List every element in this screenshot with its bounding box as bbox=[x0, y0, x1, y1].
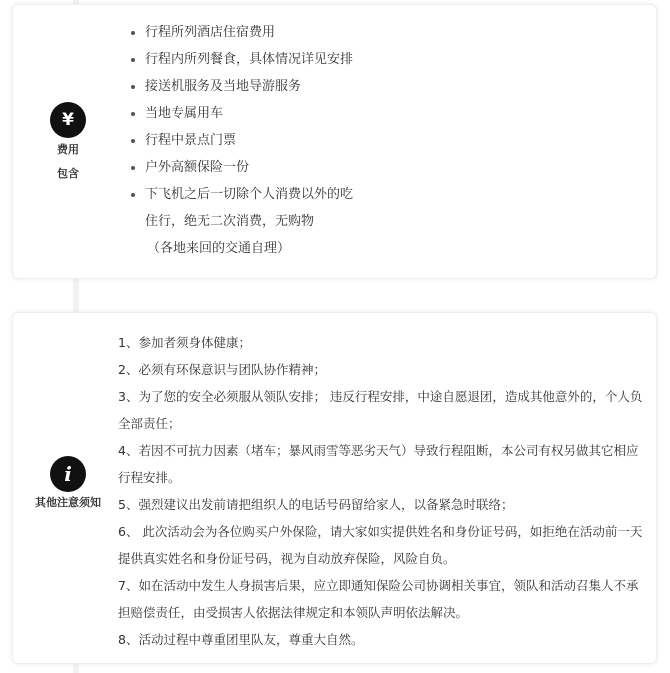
list-item: 当地专属用车 bbox=[131, 100, 353, 127]
list-item: 下飞机之后一切除个人消费以外的吃 bbox=[131, 181, 353, 208]
notice-item: 2、必须有环保意识与团队协作精神； bbox=[118, 362, 326, 377]
list-item: 行程所列酒店住宿费用 bbox=[131, 19, 353, 46]
notice-item: 6、 此次活动会为各位购买户外保险，请大家如实提供姓名和身份证号码，如拒绝在活动前一天提供真实姓名和身份证号码，视为自动放弃保险，风险自负。 bbox=[118, 524, 643, 566]
yen-badge bbox=[50, 102, 86, 138]
fee-included-card bbox=[12, 4, 657, 279]
notice-item: 7、如在活动中发生人身损害后果，应立即通知保险公司协调相关事宜，领队和活动召集人不承担赔偿责任，由受损害人依据法律规定和本领队声明依法解决。 bbox=[118, 578, 639, 620]
fee-item-list bbox=[131, 19, 353, 208]
notice-item: 4、若因不可抗力因素（堵车；暴风雨雪等恶劣天气）导致行程阻断，本公司有权另做其它相应行程安排。 bbox=[118, 443, 639, 485]
notice-item: 8、活动过程中尊重团里队友，尊重大自然。 bbox=[118, 632, 364, 647]
info-badge bbox=[50, 456, 86, 492]
notice-item: 1、参加者须身体健康； bbox=[118, 335, 251, 350]
yen-icon: ¥ bbox=[62, 110, 74, 130]
notice-item: 3、为了您的安全必须服从领队安排； 违反行程安排，中途自愿退团，造成其他意外的，个人负全部责任； bbox=[118, 389, 643, 431]
list-item: 行程中景点门票 bbox=[131, 127, 353, 154]
list-item: 户外高额保险一份 bbox=[131, 154, 353, 181]
list-item: 接送机服务及当地导游服务 bbox=[131, 73, 353, 100]
info-icon: i bbox=[64, 462, 72, 486]
fee-item-continuation: 住行，绝无二次消费，无购物 bbox=[145, 214, 315, 229]
notice-label: 其他注意须知 bbox=[35, 496, 101, 509]
notice-list bbox=[118, 329, 646, 653]
fee-label-line2: 包含 bbox=[57, 167, 79, 180]
list-item: 行程内所列餐食，具体情况详见安排 bbox=[131, 46, 353, 73]
notice-card bbox=[12, 312, 657, 664]
notice-item: 5、强烈建议出发前请把组织人的电话号码留给家人，以备紧急时联络； bbox=[118, 497, 514, 512]
fee-transport-note: （各地来回的交通自理） bbox=[147, 241, 291, 256]
fee-label-line1: 费用 bbox=[57, 143, 79, 156]
